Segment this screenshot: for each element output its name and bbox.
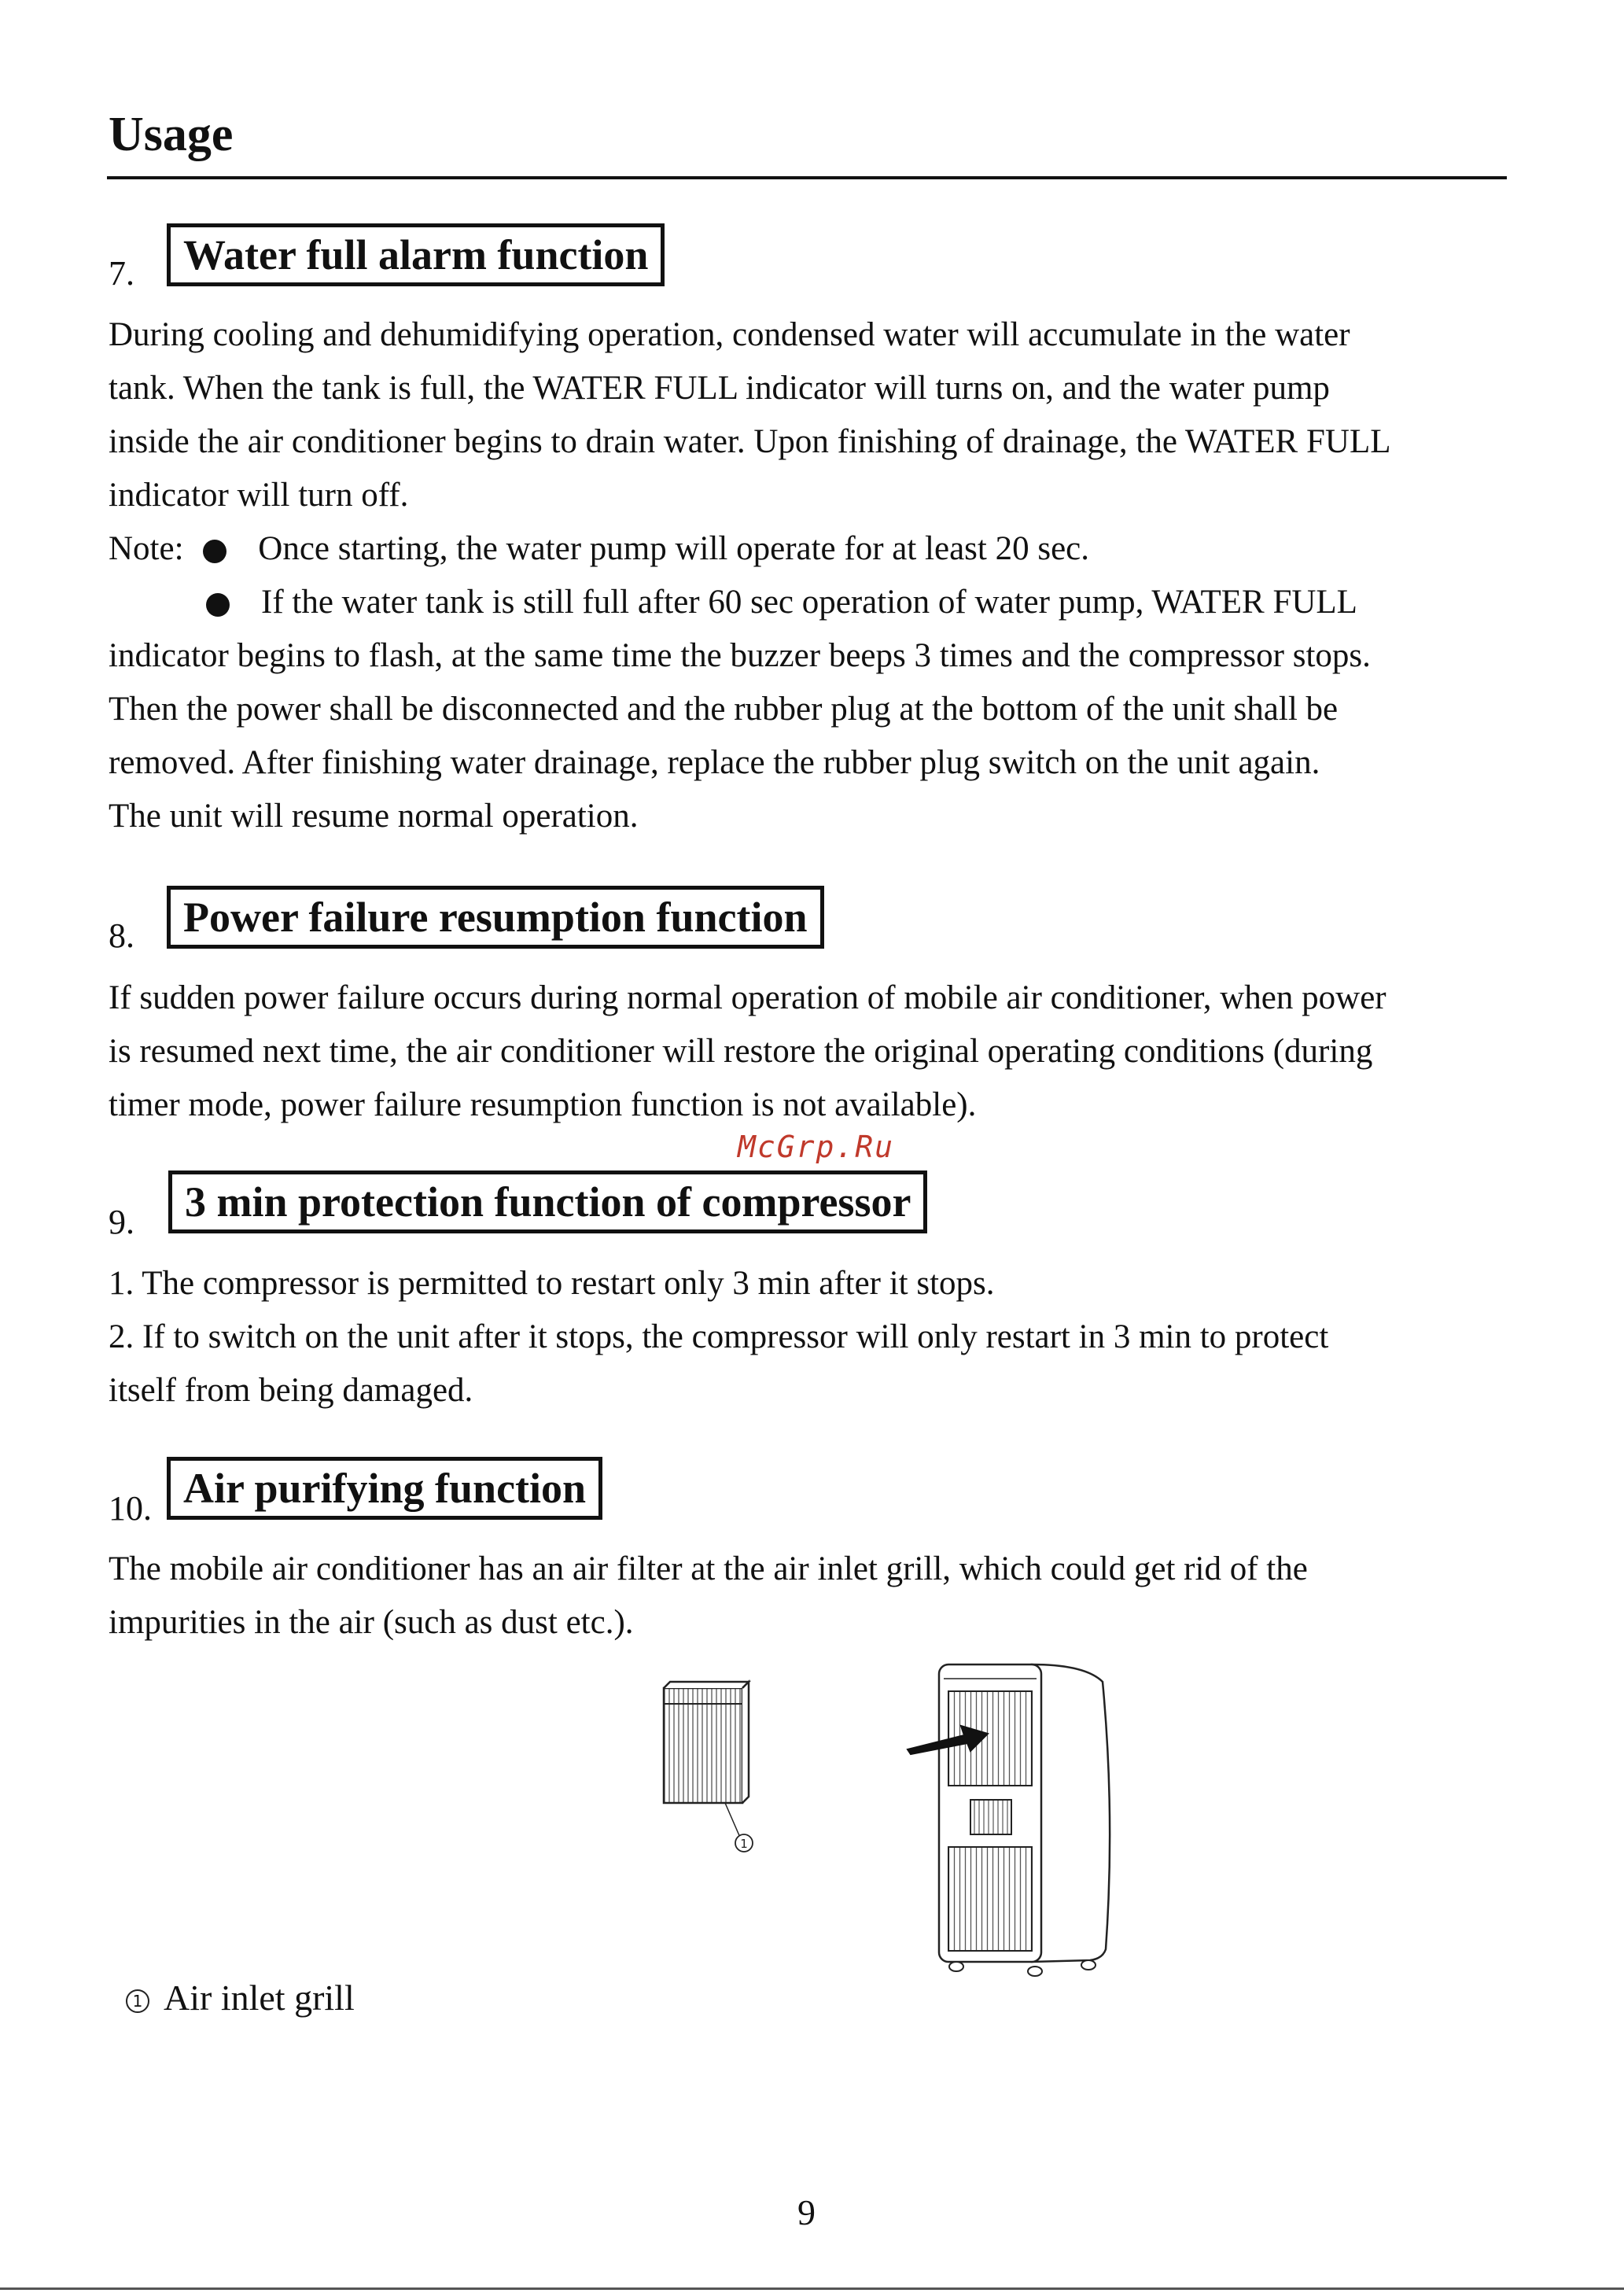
paragraph-line: The unit will resume normal operation. [109,798,639,835]
paragraph-line: timer mode, power failure resumption function is not available). [109,1086,977,1123]
callout-number: 1 [740,1837,748,1851]
paragraph-line: The mobile air conditioner has an air filter at the air inlet grill, which could get rid of the [109,1550,1308,1587]
section-10-body [109,1543,1308,1650]
section-8-title: Power failure resumption function [167,886,824,949]
paragraph-line: indicator begins to flash, at the same time the buzzer beeps 3 times and the compressor stops. [109,637,1371,674]
page-bottom-edge [0,2287,1624,2290]
air-filter-illustration [653,1676,810,1856]
paragraph-line: is resumed next time, the air conditioner will restore the original operating conditions (during [109,1033,1373,1070]
paragraph-line: inside the air conditioner begins to drain water. Upon finishing of drainage, the WATER FULL [109,423,1391,460]
section-7-number: 7. [109,254,134,293]
paragraph-line: impurities in the air (such as dust etc.). [109,1604,634,1641]
section-7-note [109,522,1371,843]
bullet-icon [206,593,230,617]
paragraph-line: indicator will turn off. [109,477,409,514]
section-9-title: 3 min protection function of compressor [168,1170,927,1233]
note-bullet-1 [109,522,1371,576]
paragraph-line: 2. If to switch on the unit after it stops, the compressor will only restart in 3 min to protect [109,1318,1329,1355]
legend-marker-icon: 1 [126,1989,149,2013]
section-9-body [109,1257,1328,1417]
bullet-icon [203,540,226,563]
figure-legend [126,1977,355,2018]
note-label: Note: [109,530,184,567]
note-bullet-text: If the water tank is still full after 60 sec operation of water pump, WATER FULL [261,584,1357,621]
air-conditioner-rear-illustration [897,1658,1125,1981]
paragraph-line: Then the power shall be disconnected and the rubber plug at the bottom of the unit shall be [109,691,1339,728]
paragraph-line: 1. The compressor is permitted to restart only 3 min after it stops. [109,1265,995,1302]
section-10-number: 10. [109,1489,152,1528]
paragraph-line: If sudden power failure occurs during normal operation of mobile air conditioner, when power [109,979,1386,1016]
note-bullet-text: Once starting, the water pump will operate for at least 20 sec. [258,530,1090,567]
paragraph-line: tank. When the tank is full, the WATER FULL indicator will turns on, and the water pump [109,370,1330,407]
paragraph-line: During cooling and dehumidifying operation, condensed water will accumulate in the water [109,316,1350,353]
note-bullet-2 [109,576,1371,629]
header-divider [107,176,1507,179]
section-10-title: Air purifying function [167,1457,602,1520]
paragraph-line: removed. After finishing water drainage, replace the rubber plug switch on the unit again. [109,744,1320,781]
page-number: 9 [797,2192,816,2232]
section-8-number: 8. [109,916,134,955]
section-8-body [109,971,1386,1132]
section-9-number: 9. [109,1203,134,1241]
legend-text: Air inlet grill [164,1978,355,2018]
section-7-title: Water full alarm function [167,223,665,286]
page-title: Usage [109,108,234,161]
watermark: McGrp.Ru [738,1130,895,1164]
paragraph-line: itself from being damaged. [109,1372,473,1409]
section-7-body [109,308,1390,522]
